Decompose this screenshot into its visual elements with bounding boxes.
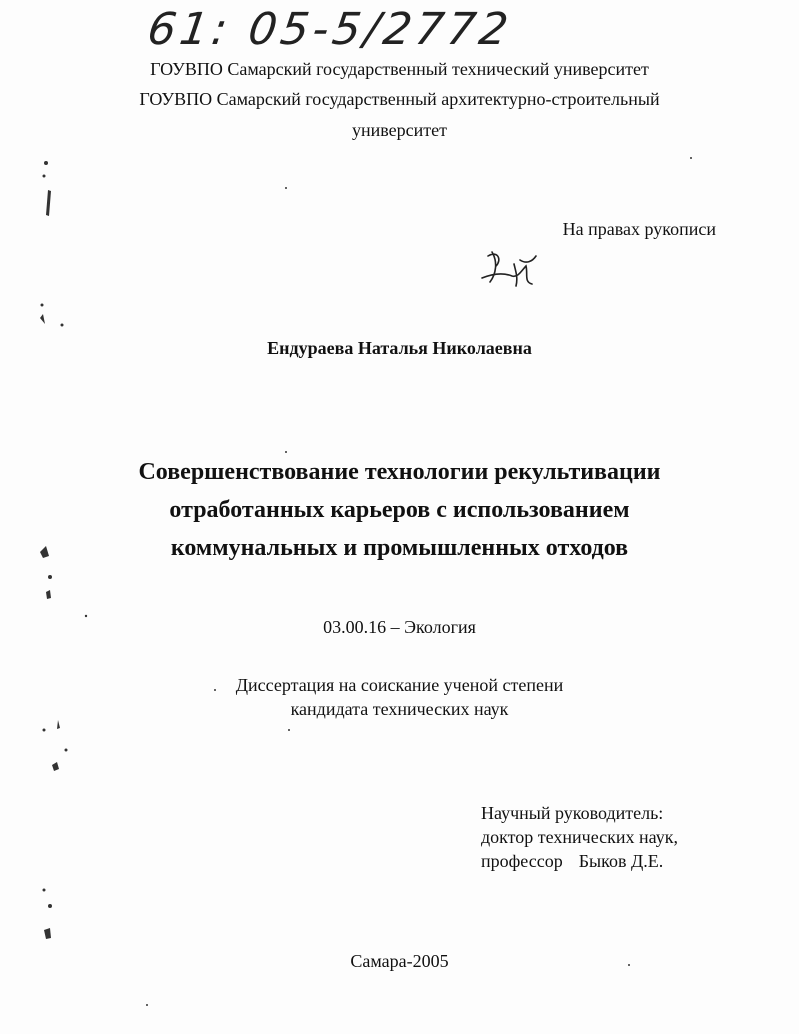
handwritten-catalog-number xyxy=(144,4,568,60)
specialty-code: 03.00.16 – Экология xyxy=(323,617,476,637)
city-year: Самара-2005 xyxy=(350,951,449,971)
title-line-2: отработанных карьеров с использованием xyxy=(169,497,630,523)
institution-line-3: университет xyxy=(352,120,447,140)
degree-line-1: Диссертация на соискание ученой степени xyxy=(235,675,564,695)
supervisor-name: Быков Д.Е. xyxy=(578,851,664,871)
author-signature xyxy=(474,244,544,294)
institution-line-1: ГОУВПО Самарский государственный технический университет xyxy=(150,59,649,79)
supervisor-position-line xyxy=(481,849,678,873)
degree-statement xyxy=(0,673,799,721)
catalog-number-text: 61: 05-5/2772 xyxy=(144,4,516,55)
supervisor-label: Научный руководитель: xyxy=(481,803,664,823)
title-line-1: Совершенствование технологии рекультивации xyxy=(138,459,661,485)
supervisor-position: профессор xyxy=(481,851,563,871)
dissertation-title xyxy=(0,453,799,567)
degree-line-2: кандидата технических наук xyxy=(290,699,509,719)
title-line-3: коммунальных и промышленных отходов xyxy=(170,535,629,561)
supervisor-block xyxy=(481,801,678,873)
institution-line-2: ГОУВПО Самарский государственный архитектурно-строительный xyxy=(139,89,660,109)
supervisor-degree: доктор технических наук, xyxy=(481,827,678,847)
rights-notice: На правах рукописи xyxy=(562,219,716,239)
author-name: Ендураева Наталья Николаевна xyxy=(267,338,532,358)
